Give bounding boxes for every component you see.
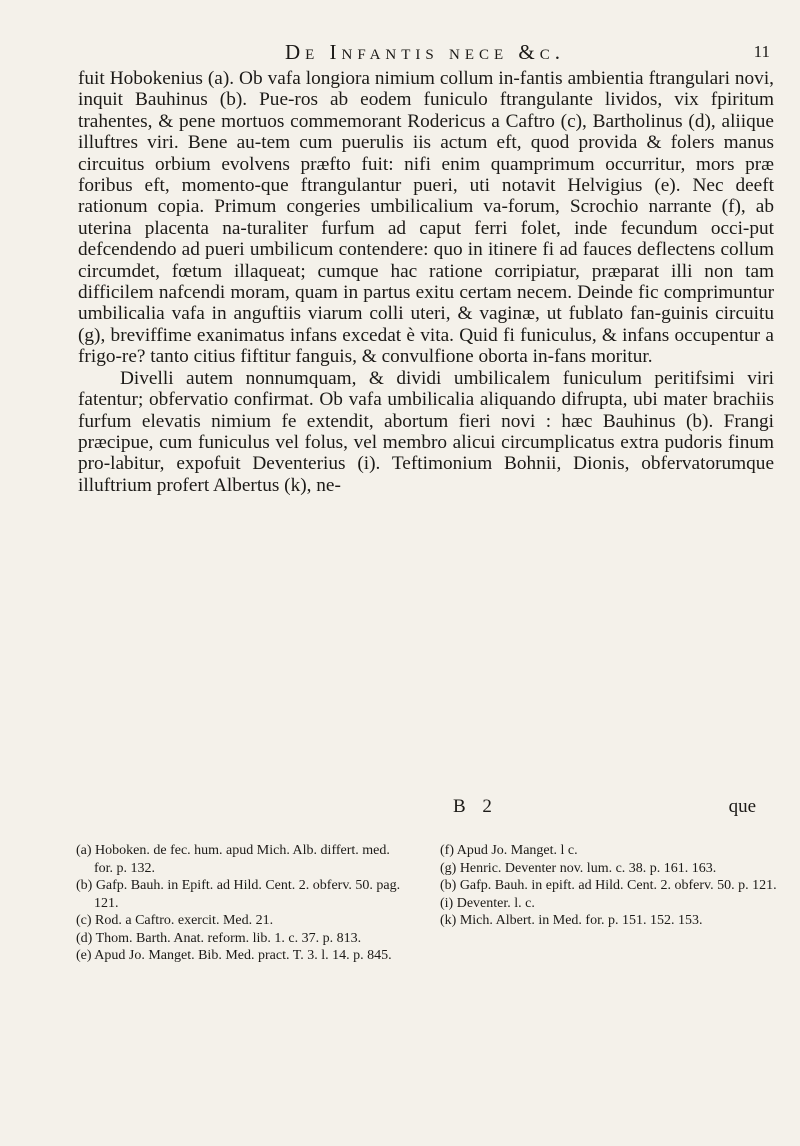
paragraph-1: fuit Hobokenius (a). Ob vafa longiora nimium collum in-fantis ambientia ftrangulari novi, inquit Bauhinus (b). Pue-ros ab eodem funiculo ftrangulante lividos, vix fpiritum trahentes, & pene mortuos commemorant Rodericus a Caftro (c), Bartholinus (d), aliique illuftres viri. Bene au-tem cum puerulis iis actum eft, quod provida & folers manus circuitus orbium evolvens præfto fuit: nifi enim quamprimum occurritur, mors præ foribus eft, momento-que ftrangulantur pueri, uti notavit Helvigius (e). Nec deeft rationum copia. Primum congeries umbilicalium va-forum, Scrochio narrante (f), ab uterina placenta na-turaliter furfum ad caput ferri folet, inde fecundum occi-put defcendendo ad pueri umbilicum contendere: quo in itinere fi ad fauces deflectens collum circumdet, fœtum illaqueat; cumque hac ratione corripiatur, præparat illi non tam difficilem nafcendi moram, quam in partus exitu certam necem. Deinde fic comprimuntur umbilicalia vafa in anguftiis viarum colli uteri, & vaginæ, ut fublato fan-guinis circuitu (g), breviffime exanimatus infans excedat è vita. Quid fi funiculus, & infans occupentur a frigo-re? tanto citius fiftitur fanguis, & convulfione oborta in-fans moritur. (78, 68, 774, 368)
footnote-c: (c) Rod. a Caftro. exercit. Med. 21. (76, 913, 274, 928)
signature-line (80, 796, 772, 820)
footnote-d: (d) Thom. Barth. Anat. reform. lib. 1. c. 37. p. 813. (76, 930, 362, 946)
footnotes-left-column (76, 842, 406, 965)
running-head: De Infantis nece &c. (284, 40, 566, 64)
body-text (78, 68, 774, 496)
footnote-g: (g) Henric. Deventer nov. lum. c. 38. p. 161. 163. (440, 860, 717, 876)
footnotes (76, 842, 780, 965)
footnote-k: (k) Mich. Albert. in Med. for. p. 151. 152. 153. (440, 913, 703, 928)
signature-mark: B 2 (453, 796, 498, 817)
footnote-e: (e) Apud Jo. Manget. Bib. Med. pract. T. 3. l. 14. p. 845. (76, 948, 392, 963)
paragraph-2: Divelli autem nonnumquam, & dividi umbilicalem funiculum peritifsimi viri fatentur; obfervatio confirmat. Ob vafa umbilicalia aliquando difrupta, ubi mater brachiis furfum elevatis nimium fe extendit, abortum fieri novi : hæc Bauhinus (b). Frangi præcipue, cum funiculus vel folus, vel membro alicui circumplicatus extra pudoris finum pro-labitur, expofuit Deventerius (i). Teftimonium Bohnii, Dionis, obfervatorumque illuftrium profert Albertus (k), ne- (78, 367, 774, 496)
catchword: que (728, 796, 756, 817)
footnote-i: (i) Deventer. l. c. (440, 895, 535, 911)
footnote-a: (a) Hoboken. de fec. hum. apud Mich. Alb. differt. med. for. p. 132. (76, 843, 390, 876)
footnote-b: (b) Gafp. Bauh. in Epift. ad Hild. Cent. 2. obferv. 50. pag. 121. (76, 878, 401, 911)
page-number: 11 (753, 42, 770, 61)
footnote-f: (f) Apud Jo. Manget. l c. (440, 843, 578, 858)
page-header (80, 40, 770, 65)
footnotes-right-column (440, 842, 780, 965)
footnote-h: (b) Gafp. Bauh. in epift. ad Hild. Cent. 2. obferv. 50. p. 121. (440, 878, 777, 893)
